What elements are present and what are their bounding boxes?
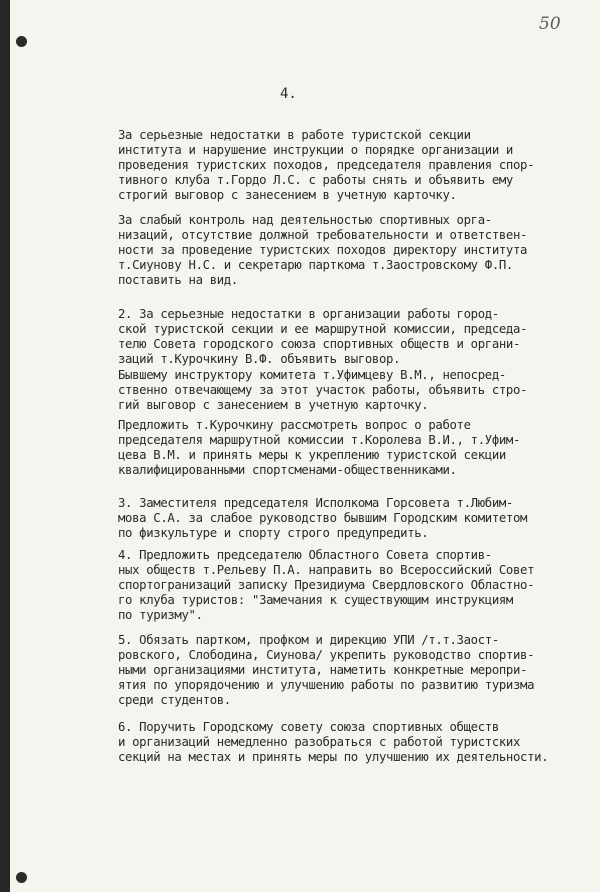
- paragraph-8: 5. Обязать партком, профком и дирекцию УПИ /т.т.Заост- ровского, Слободина, Сиунова/ укрепить руководство спортив- ными организациями института, наметить конкретные меропри- ятия по упорядочению и улучшению работы по развитию туризма среди студентов.: [118, 633, 535, 707]
- paragraph-3: 2. За серьезные недостатки в организации работы город- ской туристской секции и ее маршрутной комиссии, предсeда- телю Совета городского союза спортивных обществ и органи- заций т.Курочкину В.Ф. объявить выговор.: [118, 307, 528, 366]
- paragraph-7: 4. Предложить председателю Областного Совета спортив- ных обществ т.Рельеву П.А. направить во Всероссийский Совет спортогранизаций записку Президиума Свердловского Областно- го клуба туристов: "Замечания к существующим инструкциям по туризму".: [118, 548, 535, 622]
- binding-edge: [0, 0, 10, 892]
- paragraph-4: Бывшему инструктору комитета т.Уфимцеву В.М., непосред- ственно отвечающему за этот участок работы, объявить стро- гий выговор с занесением в учетную карточку.: [118, 368, 528, 412]
- handwritten-sheet-number: 50: [539, 14, 561, 34]
- punch-hole-top: [16, 36, 27, 47]
- page-number: 4.: [280, 86, 297, 102]
- paragraph-1: За серьезные недостатки в работе туристской секции института и нарушение инструкции о порядке организации и проведения туристских походов, председателя правления спор- тивного клуба т.Гордо Л.С. с работы снять и объявить ему строгий выговор с занесением в учетную карточку.: [118, 128, 535, 202]
- paragraph-6: 3. Заместителя председателя Исполкома Горсовета т.Любим- мова С.А. за слабое руководство бывшим Городским комитетом по физкультуре и спорту строго предупредить.: [118, 496, 528, 540]
- paragraph-9: 6. Поручить Городскому совету союза спортивных обществ и организаций немедленно разобраться с работой туристских секций на местах и принять меры по улучшению их деятельности.: [118, 720, 549, 764]
- punch-hole-bottom: [16, 872, 27, 883]
- paragraph-5: Предложить т.Курочкину рассмотреть вопрос о работе председателя маршрутной комиссии т.Королева В.И., т.Уфим- цева В.М. и принять меры к укреплению туристской секции квалифицированными спортсменами-общественниками.: [118, 418, 521, 477]
- paragraph-2: За слабый контроль над деятельностью спортивных орга- низаций, отсутствие должной требовательности и ответствен- ности за проведение туристских походов директору института т.Сиунову Н.С. и секретарю парткома т.Заостровскому Ф.П. поставить на вид.: [118, 213, 528, 287]
